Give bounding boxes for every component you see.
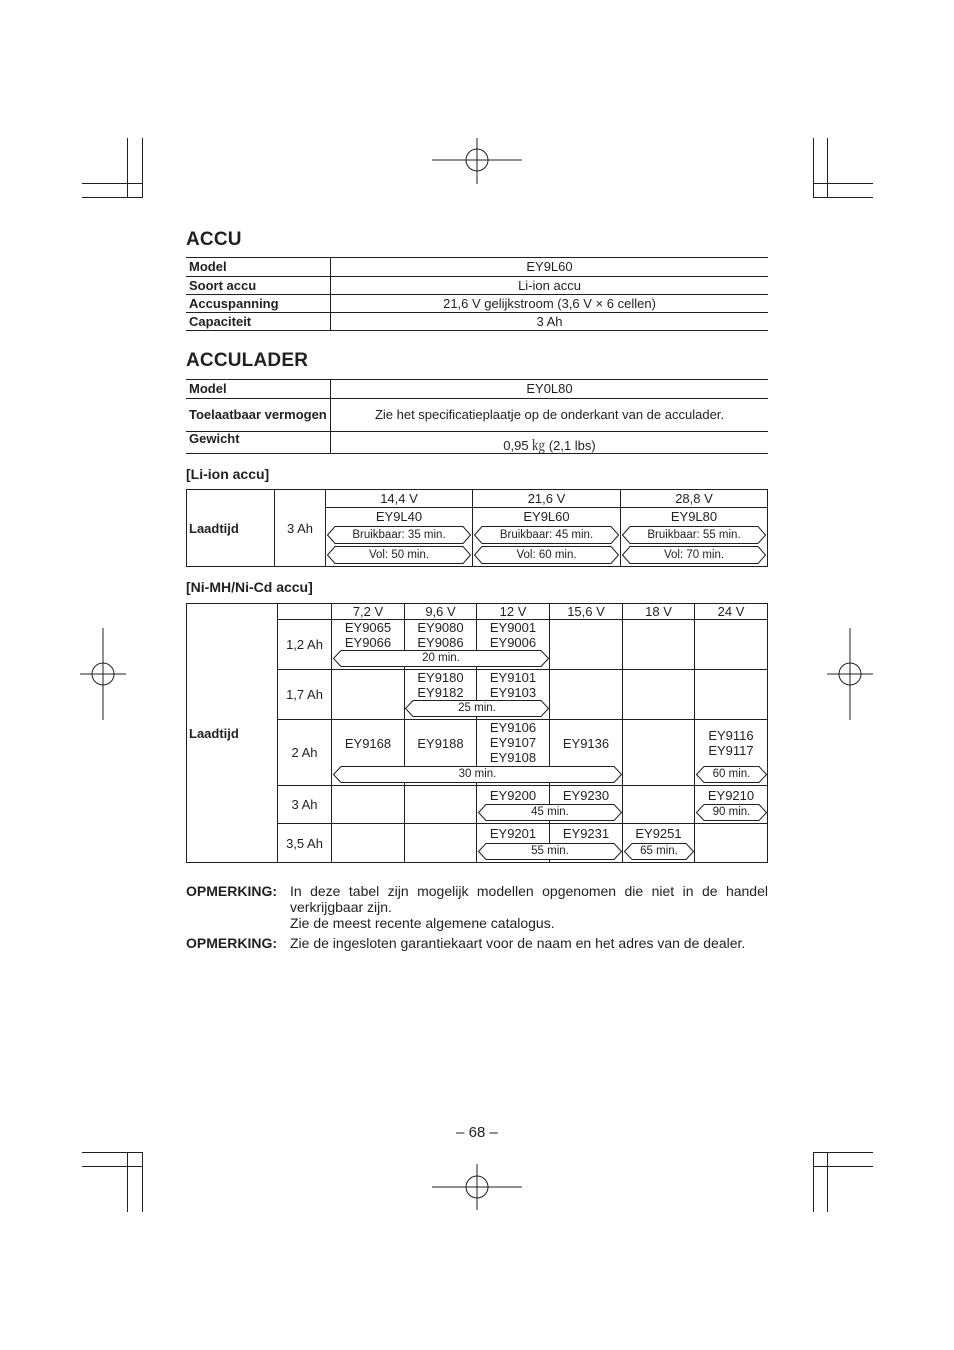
battery-model: EY9201	[489, 826, 537, 841]
spec-value: 3 Ah	[536, 313, 563, 329]
liion-heading: [Li-ion accu]	[186, 466, 270, 482]
usable-time-text: Bruikbaar: 45 min.	[499, 529, 594, 541]
full-time-arrow	[327, 546, 471, 564]
note-text: Zie de ingesloten garantiekaart voor de naam en het adres van de dealer.	[290, 935, 746, 951]
spec-label: Gewicht	[186, 432, 331, 454]
spec-label: Capaciteit	[186, 313, 331, 331]
battery-model: EY9230	[562, 788, 610, 803]
battery-model: EY9210	[707, 788, 755, 803]
full-time-arrow	[474, 546, 619, 564]
spec-value: Zie het specificatieplaatje op de onderkant van de acculader.	[374, 407, 725, 422]
capacity-label: 3,5 Ah	[286, 836, 323, 851]
spec-value: 21,6 V gelijkstroom (3,6 V × 6 cellen)	[443, 295, 656, 311]
page-number: – 68 –	[456, 1124, 498, 1141]
charge-time-arrow	[696, 804, 767, 821]
usable-time-text: Bruikbaar: 55 min.	[647, 529, 741, 541]
note-text-continued: Zie de meest recente algemene catalogus.	[290, 915, 555, 931]
charge-time-text: 45 min.	[531, 806, 569, 818]
note-label: OPMERKING:	[186, 935, 277, 951]
acculader-heading: ACCULADER	[186, 350, 309, 371]
table-row	[186, 313, 768, 331]
registration-mark-top	[432, 138, 522, 184]
charge-time-text: 20 min.	[422, 652, 460, 664]
usable-time-text: Bruikbaar: 35 min.	[352, 529, 446, 541]
charge-time-arrow	[333, 650, 549, 667]
spec-label: Accuspanning	[186, 295, 331, 313]
battery-model: EY9101 EY9103	[489, 670, 537, 700]
table-row	[186, 258, 768, 277]
battery-model: EY9116 EY9117	[708, 728, 754, 758]
charge-time-text: 60 min.	[712, 768, 751, 780]
battery-model: EY9231	[562, 826, 610, 841]
battery-model: EY9188	[417, 736, 464, 751]
voltage-header: 18 V	[645, 604, 672, 619]
capacity-label: 3 Ah	[291, 797, 318, 812]
registration-mark-right	[827, 628, 873, 720]
accu-spec-table	[186, 257, 768, 331]
charge-time-label: Laadtijd	[189, 726, 239, 741]
acculader-spec-table	[186, 379, 768, 454]
nimh-heading: [Ni-MH/Ni-Cd accu]	[186, 579, 313, 595]
charge-time-text: 55 min.	[531, 845, 569, 857]
voltage-header: 24 V	[717, 604, 745, 619]
spec-label: Toelaatbaar vermogen	[186, 399, 331, 432]
usable-time-arrow	[327, 526, 471, 544]
spec-label: Model	[186, 380, 331, 399]
registration-mark-bottom	[432, 1164, 522, 1210]
voltage-header: 21,6 V	[527, 491, 566, 506]
charge-time-text: 25 min.	[458, 702, 496, 714]
charge-time-text: 30 min.	[458, 768, 497, 780]
usable-time-arrow	[474, 526, 619, 544]
full-time-text: Vol: 50 min.	[368, 549, 430, 561]
charge-time-arrow	[696, 766, 767, 783]
charge-time-arrow	[333, 766, 622, 783]
voltage-header: 12 V	[499, 604, 527, 619]
spec-label: Soort accu	[186, 277, 331, 295]
usable-time-arrow	[622, 526, 766, 544]
full-time-arrow	[622, 546, 766, 564]
capacity-label: 2 Ah	[291, 745, 318, 760]
note-text: In deze tabel zijn mogelijk modellen opgenomen die niet in de handel verkrijgbaar zijn.	[290, 883, 768, 915]
voltage-header: 15,6 V	[567, 604, 605, 619]
nimh-charge-table	[186, 603, 768, 863]
notes	[186, 883, 768, 955]
charge-time-arrow	[478, 843, 622, 860]
note	[186, 935, 768, 951]
charge-time-text: 65 min.	[640, 845, 678, 857]
battery-model: EY9001 EY9006	[489, 620, 537, 650]
spec-value: 0,95 ㎏ (2,1 lbs)	[503, 438, 596, 453]
charge-time-arrow	[624, 843, 694, 860]
voltage-header: 14,4 V	[380, 491, 418, 506]
voltage-header: 9,6 V	[425, 604, 456, 619]
note-label: OPMERKING:	[186, 883, 277, 899]
voltage-header: 28,8 V	[675, 491, 713, 506]
registration-mark-left	[80, 628, 126, 720]
charge-time-text: 90 min.	[712, 806, 751, 818]
accu-heading: ACCU	[186, 229, 242, 250]
charge-time-arrow	[478, 804, 622, 821]
voltage-header: 7,2 V	[352, 604, 384, 619]
table-row	[186, 399, 768, 432]
table-row	[186, 295, 768, 313]
spec-value: EY0L80	[526, 381, 573, 396]
capacity-label: 1,2 Ah	[286, 637, 323, 652]
note	[186, 883, 768, 931]
table-row	[186, 277, 768, 295]
battery-model: EY9065 EY9066	[344, 620, 392, 650]
table-row	[186, 432, 768, 454]
capacity-label: 1,7 Ah	[286, 687, 323, 702]
spec-label: Model	[186, 258, 331, 277]
battery-model: EY9L80	[670, 509, 718, 524]
charge-time-arrow	[405, 700, 549, 717]
charge-time-label: Laadtijd	[189, 521, 239, 536]
battery-model: EY9180 EY9182	[417, 670, 464, 700]
capacity-label: 3 Ah	[286, 521, 314, 536]
battery-model: EY9168	[344, 736, 392, 751]
battery-model: EY9L60	[523, 509, 570, 524]
spec-value: Li-ion accu	[518, 277, 581, 293]
liion-charge-table	[186, 489, 768, 567]
table-row	[186, 380, 768, 399]
battery-model: EY9136	[562, 736, 610, 751]
spec-value: EY9L60	[526, 259, 573, 274]
battery-model: EY9L40	[375, 509, 423, 524]
full-time-text: Vol: 70 min.	[663, 549, 725, 561]
battery-model: EY9080 EY9086	[417, 620, 464, 650]
battery-model: EY9106 EY9107 EY9108	[489, 720, 537, 765]
full-time-text: Vol: 60 min.	[516, 549, 577, 561]
battery-model: EY9200	[489, 788, 537, 803]
battery-model: EY9251	[635, 826, 682, 841]
